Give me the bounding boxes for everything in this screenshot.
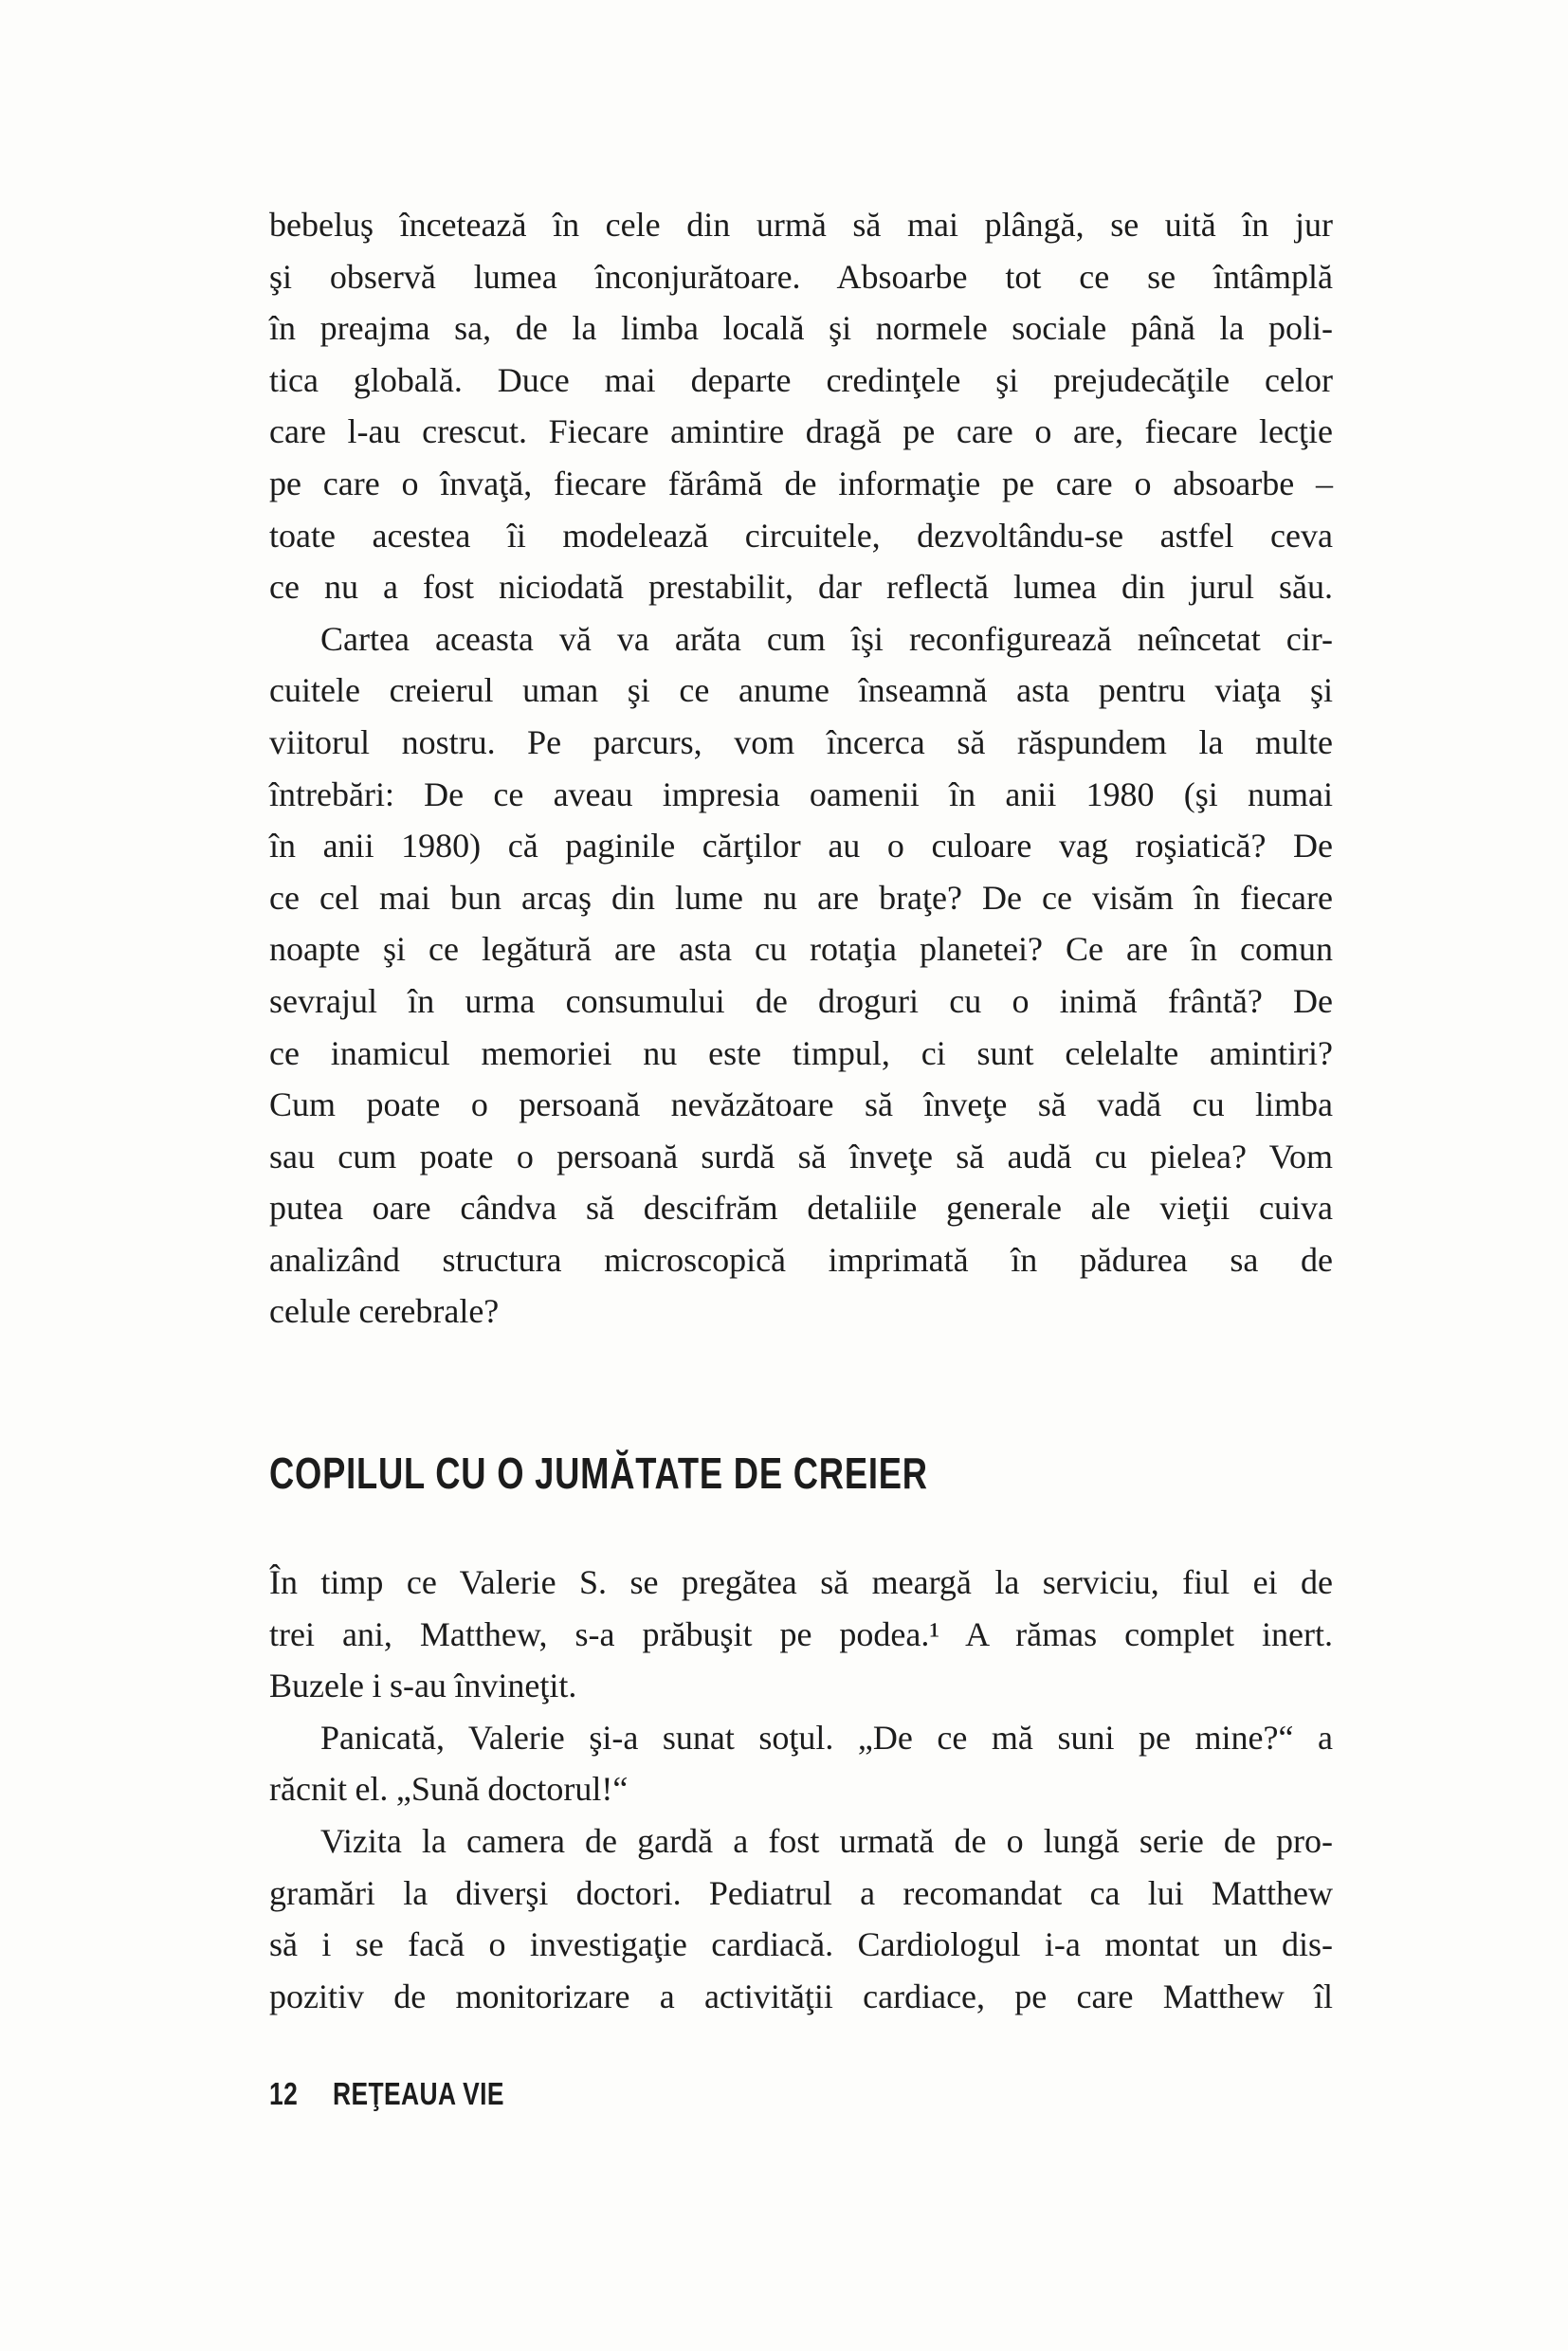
body-text-block-top [269, 199, 1333, 1338]
text-line: întrebări: De ce aveau impresia oamenii în anii 1980 (şi numai [269, 775, 1333, 813]
text-line: noapte şi ce legătură are asta cu rotaţia planetei? Ce are în comun [269, 930, 1333, 969]
text-line: sevrajul în urma consumului de droguri cu o inimă frântă? De [269, 981, 1333, 1020]
page-number: 12 [269, 2076, 299, 2111]
text-line: celule cerebrale? [269, 1292, 500, 1331]
text-line: Panicată, Valerie şi-a sunat soţul. „De ce mă suni pe mine?“ a [320, 1718, 1333, 1757]
text-line: putea oare cândva să descifrăm detaliile generale ale vieţii cuiva [269, 1189, 1333, 1228]
section-heading: COPILUL CU O JUMĂTATE DE CREIER [269, 1449, 928, 1498]
text-line: şi observă lumea înconjurătoare. Absoarbe tot ce se întâmplă [269, 257, 1333, 296]
text-line: Vizita la camera de gardă a fost urmată de o lungă serie de pro- [320, 1821, 1333, 1860]
text-line: toate acestea îi modelează circuitele, dezvoltându-se astfel ceva [269, 516, 1333, 555]
text-line: sau cum poate o persoană surdă să înveţe să audă cu pielea? Vom [269, 1137, 1333, 1176]
text-line: trei ani, Matthew, s-a prăbuşit pe podea.¹ A rămas complet inert. [269, 1614, 1333, 1653]
text-line: În timp ce Valerie S. se pregătea să meargă la serviciu, fiul ei de [269, 1563, 1333, 1601]
text-line: cuitele creierul uman şi ce anume înseamnă asta pentru viaţa şi [269, 671, 1333, 710]
text-line: bebeluş încetează în cele din urmă să mai plângă, se uită în jur [269, 206, 1333, 244]
text-line: să i se facă o investigaţie cardiacă. Cardiologul i-a montat un dis- [269, 1925, 1333, 1964]
text-line: Cartea aceasta vă va arăta cum îşi reconfigurează neîncetat cir- [320, 619, 1333, 658]
text-line: gramări la diverşi doctori. Pediatrul a recomandat ca lui Matthew [269, 1873, 1333, 1912]
text-line: analizând structura microscopică imprimată în pădurea sa de [269, 1240, 1333, 1279]
running-title: REŢEAUA VIE [332, 2076, 504, 2111]
text-line: ce nu a fost niciodată prestabilit, dar reflectă lumea din jurul său. [269, 568, 1333, 607]
text-line: pozitiv de monitorizare a activităţii cardiace, pe care Matthew îl [269, 1977, 1333, 2015]
text-line: care l-au crescut. Fiecare amintire dragă pe care o are, fiecare lecţie [269, 412, 1333, 451]
body-text-block-bottom [269, 1557, 1333, 2022]
text-line: Cum poate o persoană nevăzătoare să înveţe să vadă cu limba [269, 1085, 1333, 1124]
text-line: pe care o învaţă, fiecare fărâmă de informaţie pe care o absoarbe – [269, 464, 1333, 502]
text-line: ce inamicul memoriei nu este timpul, ci sunt celelalte amintiri? [269, 1033, 1333, 1072]
text-line: viitorul nostru. Pe parcurs, vom încerca să răspundem la multe [269, 722, 1333, 761]
text-line: ce cel mai bun arcaş din lume nu are braţe? De ce visăm în fiecare [269, 878, 1333, 917]
text-line: în anii 1980) că paginile cărţilor au o culoare vag roşiatică? De [269, 827, 1333, 866]
text-line: în preajma sa, de la limba locală şi normele sociale până la poli- [269, 309, 1333, 348]
text-line: Buzele i s-au învineţit. [269, 1667, 577, 1705]
text-line: tica globală. Duce mai departe credinţele şi prejudecăţile celor [269, 360, 1333, 399]
page-footer [269, 2078, 547, 2109]
text-line: răcnit el. „Sună doctorul!“ [269, 1770, 629, 1809]
